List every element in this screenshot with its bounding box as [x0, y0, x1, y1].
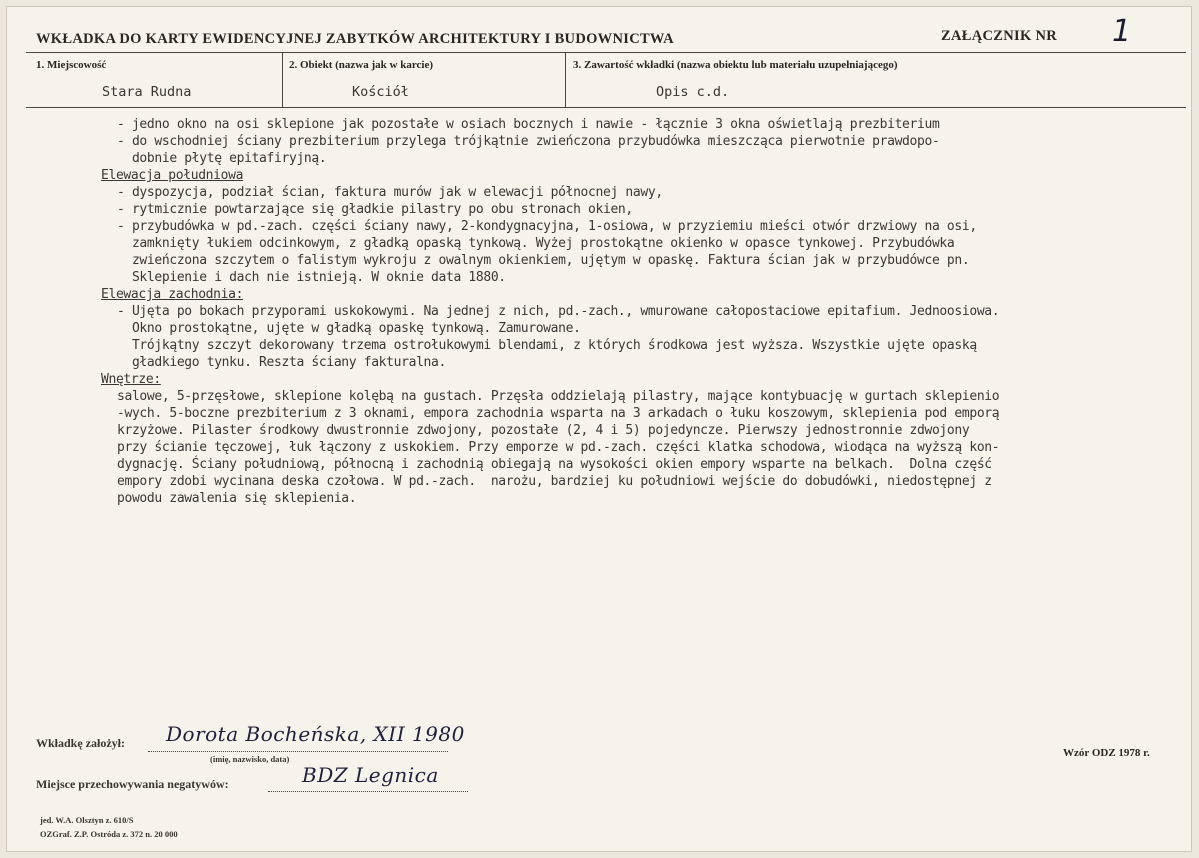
created-by-dotted-line: [148, 751, 448, 752]
section-heading-west-elevation: Elewacja zachodnia:: [101, 287, 244, 302]
document-title: WKŁADKA DO KARTY EWIDENCYJNEJ ZABYTKÓW ARCHITEKTURY I BUDOWNICTWA: [36, 31, 674, 47]
column-divider-1: [282, 52, 283, 108]
description-line: Trójkątny szczyt dekorowany trzema ostrołukowymi blendami, z których środkowa jest wyższa. Wszystkie ujęte opaską: [117, 338, 977, 353]
annex-number: 1: [1112, 14, 1132, 49]
field-value-locality: Stara Rudna: [102, 84, 192, 100]
created-by-label: Wkładkę założył:: [36, 736, 125, 750]
description-line: gładkiego tynku. Reszta ściany fakturalna.: [117, 355, 446, 370]
description-line: Okno prostokątne, ujęte w gładką opaskę tynkową. Zamurowane.: [117, 321, 581, 336]
description-line: - przybudówka w pd.-zach. części ściany nawy, 2-kondygnacyjna, 1-osiowa, w przyziemiu mieści otwór drzwiowy na osi,: [117, 219, 977, 234]
description-line: krzyżowe. Pilaster środkowy dwustronnie zdwojony, pozostałe (2, 4 i 5) pojedyncze. Pierwszy jednostronnie zdwojony: [117, 423, 970, 438]
field-value-contents: Opis c.d.: [656, 84, 730, 100]
negatives-location-value: BDZ Legnica: [302, 763, 439, 787]
annex-label: ZAŁĄCZNIK NR: [941, 28, 1057, 44]
created-by-signature: Dorota Bocheńska, XII 1980: [166, 722, 465, 746]
description-line: przy ścianie tęczowej, łuk łączony z uskokiem. Przy emporze w pd.-zach. części klatka schodowa, wiodąca na wyższą kon-: [117, 440, 1000, 455]
description-line: salowe, 5-przęsłowe, sklepione kolębą na gustach. Przęsła oddzielają pilastry, mające kontybuację w gurtach sklepienio: [117, 389, 1000, 404]
header-top-rule: [26, 52, 1186, 53]
print-info-line-1: jed. W.A. Olsztyn z. 610/S: [40, 815, 134, 825]
description-line: - jedno okno na osi sklepione jak pozostałe w osiach bocznych i nawie - łącznie 3 okna oświetlają prezbiterium: [117, 117, 940, 132]
field-label-object: 2. Obiekt (nazwa jak w karcie): [289, 59, 434, 71]
description-line: zwieńczona szczytem o falistym wykroju z owalnym okienkiem, ujętym w opaskę. Faktura ścian jak w przybudówce pn.: [117, 253, 970, 268]
section-heading-south-elevation: Elewacja południowa: [101, 168, 244, 183]
description-line: Sklepienie i dach nie istnieją. W oknie data 1880.: [117, 270, 506, 285]
field-label-locality: 1. Miejscowość: [36, 59, 107, 71]
description-line: -wych. 5-boczne prezbiterium z 3 oknami, empora zachodnia wsparta na 3 arkadach o łuku koszowym, sklepienia pod emporą: [117, 406, 1000, 421]
description-line: - Ujęta po bokach przyporami uskokowymi. Na jednej z nich, pd.-zach., wmurowane całopostaciowe epitafium. Jednoosiowa.: [117, 304, 1000, 319]
description-line: - dyspozycja, podział ścian, faktura murów jak w elewacji północnej nawy,: [117, 185, 663, 200]
description-line: dygnację. Ściany południową, północną i zachodnią obiegają na wysokości okien empory wsparte na belkach. Dolna część: [117, 457, 992, 472]
description-line: powodu zawalenia się sklepienia.: [117, 491, 357, 506]
header-bottom-rule: [26, 107, 1186, 108]
description-line: - rytmicznie powtarzające się gładkie pilastry po obu stronach okien,: [117, 202, 633, 217]
description-line: empory zdobi wycinana deska czołowa. W pd.-zach. narożu, bardziej ku południowi wejście do dobudówki, niedostępnej z: [117, 474, 992, 489]
description-line: - do wschodniej ściany prezbiterium przylega trójkątnie zwieńczona przybudówka mieszcząca pierwotnie prawdopo-: [117, 134, 940, 149]
field-value-object: Kościół: [352, 84, 409, 100]
field-label-contents: 3. Zawartość wkładki (nazwa obiektu lub materiału uzupełniającego): [573, 59, 898, 71]
description-line: dobnie płytę epitafiryjną.: [117, 151, 327, 166]
created-by-note: (imię, nazwisko, data): [210, 754, 290, 764]
negatives-location-label: Miejsce przechowywania negatywów:: [36, 777, 229, 791]
print-info-line-2: OZGraf. Z.P. Ostróda z. 372 n. 20 000: [40, 829, 178, 839]
description-line: zamknięty łukiem odcinkowym, z gładką opaską tynkową. Wyżej prostokątne okienko w opasce tynkowej. Przybudówka: [117, 236, 955, 251]
column-divider-2: [565, 52, 566, 108]
template-note: Wzór ODZ 1978 r.: [1063, 747, 1150, 759]
section-heading-interior: Wnętrze:: [101, 372, 161, 387]
negatives-dotted-line: [268, 791, 468, 792]
